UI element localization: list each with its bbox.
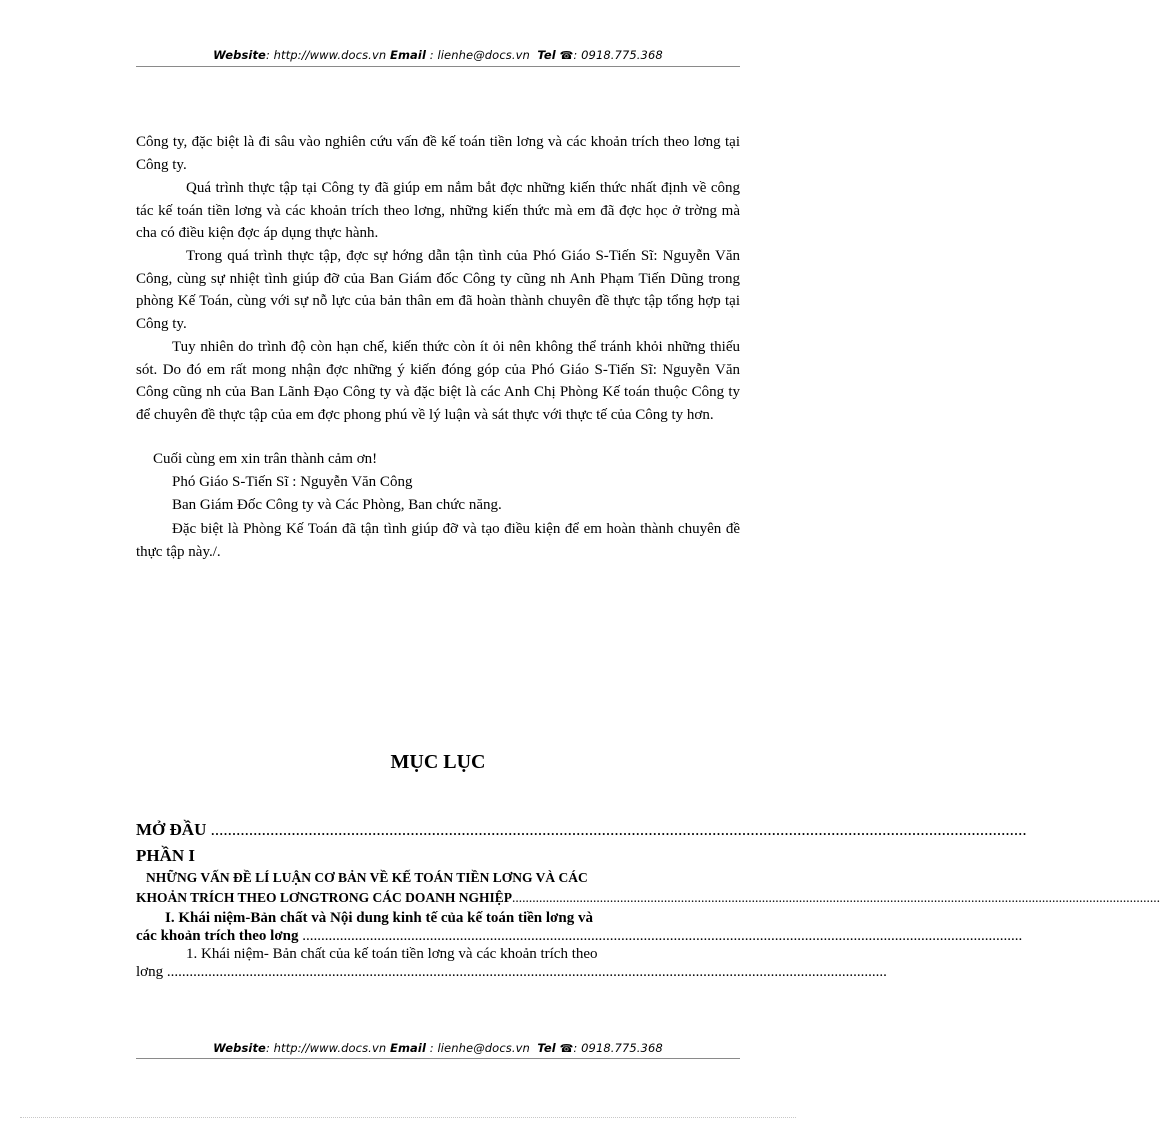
toc-section-1-line1: I. Khái niệm-Bản chất và Nội dung kinh tế của kế toán tiền lơng và (165, 910, 593, 926)
toc-section-1-line2: các khoản trích theo lơng ................................................................................................................................................................................................ (136, 928, 1023, 944)
email-label: Email (390, 48, 426, 62)
ack-board: Ban Giám Đốc Công ty và Các Phòng, Ban chức năng. (172, 497, 502, 513)
paragraph-intro: Công ty, đặc biệt là đi sâu vào nghiên cứu vấn đề kế toán tiền lơng và các khoản trích theo lơng tại Công ty. (136, 134, 740, 173)
page-bottom-border (20, 1117, 796, 1118)
toc-entry-mo-dau: MỞ ĐẦU ................................................................................................................................................................................................ (136, 820, 1027, 839)
phone-icon: ☎ (559, 1042, 574, 1055)
paragraph-limitations: Tuy nhiên do trình độ còn hạn chế, kiến thức còn ít ỏi nên không thể tránh khỏi những thiếu sót. Do đó em rất mong nhận đợc những ý kiến đóng góp của Phó Giáo S-Tiến Sĩ: Nguyễn Văn Công cũng nh của Ban Lãnh Đạo Công ty và đặc biệt là các Anh Chị Phòng Kế toán thuộc Công ty để chuyên đề thực tập của em đợc phong phú về lý luận và sát thực với thực tế của Công ty hơn. (136, 339, 740, 424)
paragraph-accounting-dept: Đặc biệt là Phòng Kế Toán đã tận tình giúp đỡ và tạo điều kiện để em hoàn thành chuyên đề thực tập này./. (136, 521, 740, 560)
tel-label: Tel (537, 48, 556, 62)
website-value: : http://www.docs.vn (265, 48, 387, 62)
email-value: : lienhe@docs.vn (425, 48, 530, 62)
tel-value: : 0918.775.368 (573, 48, 663, 62)
toc-title: MỤC LỤC (390, 751, 486, 773)
ack-professor: Phó Giáo S-Tiến Sĩ : Nguyễn Văn Công (172, 474, 413, 490)
toc-entry-phan-1: PHẦN I (136, 846, 196, 865)
toc-item-1-line1: 1. Khái niệm- Bản chất của kế toán tiền lơng và các khoản trích theo (186, 946, 598, 962)
footer-email-value: : lienhe@docs.vn (425, 1041, 530, 1055)
footer-website-label: Website (213, 1041, 266, 1055)
footer-email-label: Email (390, 1041, 426, 1055)
toc-part1-title-line1: NHỮNG VẤN ĐỀ LÍ LUẬN CƠ BẢN VỀ KẾ TOÁN TIỀN LƠNG VÀ CÁC (146, 870, 588, 885)
toc-item-1-line2: lơng ................................................................................................................................................................................................ (136, 964, 887, 980)
paragraph-guidance: Trong quá trình thực tập, đợc sự hớng dẫn tận tình của Phó Giáo S-Tiến Sĩ: Nguyễn Văn Công, cùng sự nhiệt tình giúp đỡ của Ban Giám đốc Công ty cũng nh Anh Phạm Tiến Dũng trong phòng Kế Toán, cùng với sự nỗ lực của bản thân em đã hoàn thành chuyên đề thực tập tổng hợp tại Công ty. (136, 248, 740, 333)
website-label: Website (213, 48, 266, 62)
phone-icon: ☎ (559, 49, 574, 62)
footer-rule (136, 1058, 740, 1059)
footer-tel-label: Tel (537, 1041, 556, 1055)
paragraph-internship: Quá trình thực tập tại Công ty đã giúp em nắm bắt đợc những kiến thức nhất định về công tác kế toán tiền lơng và các khoản trích theo lơng, những kiến thức mà em đã đợc học ở trờng mà cha có điều kiện đợc áp dụng thực hành. (136, 180, 740, 242)
thanks-line: Cuối cùng em xin trân thành cảm ơn! (153, 451, 378, 467)
header-rule (136, 66, 740, 67)
footer-website-value: : http://www.docs.vn (265, 1041, 387, 1055)
toc-part1-title-line2: KHOẢN TRÍCH THEO LƠNGTRONG CÁC DOANH NGHIỆP................................................................................................................................................................................................ (136, 890, 1160, 905)
page-footer (136, 1041, 740, 1055)
footer-tel-value: : 0918.775.368 (573, 1041, 663, 1055)
page-header (136, 48, 740, 62)
toc-leader: ................................................................................................................................................................................................ (210, 820, 1027, 839)
